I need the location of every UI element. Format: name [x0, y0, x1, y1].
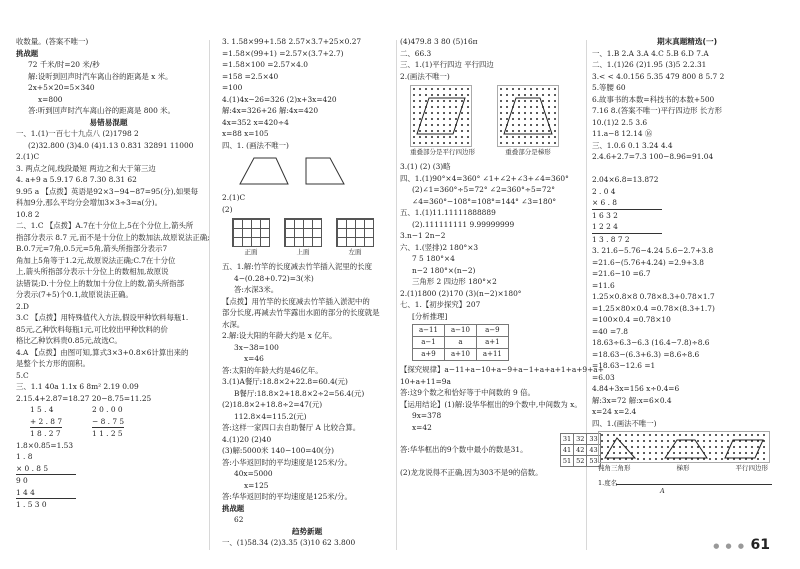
number-line-axis [616, 484, 772, 485]
text-line: 3.(1) (2) (3)略 [400, 162, 451, 172]
text-line: 2.(1)C [222, 193, 246, 202]
text-line: 上,箭头所指部分表示十分位上的数相加,故原说 [16, 267, 169, 277]
dot-grid-shapes [598, 431, 770, 463]
caption: 梯形 [676, 464, 690, 473]
text-line: 3.C 【点拨】用特殊值代入方法,假设甲种饮料每瓶1. [16, 313, 189, 323]
text-line: 9x=378 [412, 411, 442, 421]
text-line: =21.6−10 =6.7 [592, 269, 651, 279]
view-left [336, 218, 374, 257]
text-line: 2x+5×20=5×340 [28, 83, 95, 92]
text-line: 指部分表示 8.7 元,而不是十分位上的数加法,故原说法正确; [16, 232, 210, 242]
text-line: =1.58×(99+1) =2.57×(3.7+2.7) [222, 48, 344, 58]
calc-line: − 8 . 7 5 [92, 416, 124, 429]
text-line: (2).111111111 9.99999999 [412, 219, 515, 229]
text-line: 五、1.解:竹竿的长度减去竹竿插入泥里的长度 [222, 262, 372, 272]
text-line: (2)龙龙说得不正确,因为303不是9的倍数。 [400, 468, 543, 478]
text-line: 答:小华返回时的平均速度是125米/分。 [222, 457, 352, 467]
text-line: (4)479.8 3 80 (5)16π [400, 37, 478, 46]
table-cell: 31 [560, 434, 573, 445]
grid-box [232, 218, 270, 247]
text-line: 二、1.C 【点拨】A.7在十分位上,5在个分位上,箭头所 [16, 221, 194, 231]
text-line: 三角形 2 四边形 180°×2 [412, 277, 497, 287]
text-line: x=42 [412, 422, 432, 432]
calc-line: × 0 . 8 5 [16, 463, 76, 476]
section-heading: 挑战题 [16, 48, 39, 58]
text-line: 三、1.(1)平行四边 平行四边 [400, 60, 494, 69]
text-line: 1.8×0.85=1.53 [16, 440, 74, 450]
text-line: =100 [222, 83, 243, 92]
calc-line: 1 3 . 8 7 2 [592, 234, 630, 244]
text-line: =6.03 [592, 372, 615, 382]
calc-line: 2 . 0 4 [592, 186, 616, 196]
text-line: n−2 180°×(n−2) [412, 265, 476, 275]
column-2 [222, 36, 392, 549]
text-line: 72 千米/时=20 米/秒 [28, 60, 100, 69]
shape-captions [598, 463, 768, 473]
text-line: 7.16 8.(答案不唯一)平行四边形 长方形 [592, 106, 723, 116]
table-cell: 32 [574, 434, 587, 445]
text-line: 答:这样一家四口去自助餐厅 A 比较合算。 [222, 423, 361, 433]
text-line: 9.95 a 【点拨】英语是92×3−94−87=95(分),如果每 [16, 186, 199, 196]
table-row [413, 337, 509, 349]
text-line: 4.A 【点拨】由图可知,算式3×3+0.8×6计算出来的 [16, 347, 189, 357]
text-line: 3.< < 4.0.156 5.35 479 800 8 5.7 2 [592, 71, 725, 81]
text-line: 格比乙种饮料贵0.85元,故选C。 [16, 336, 122, 346]
dot-grid [497, 85, 559, 147]
calc-line: 1 6 3 2 [592, 210, 618, 220]
number-line-label: 1.度名 [598, 479, 618, 488]
text-line: 【运用结论】(1)解:设华华框出的9个数中,中间数为 x。 [400, 399, 582, 409]
vertical-calculations [30, 404, 201, 440]
text-line: 二、1.(1)26 (2)1.95 (3)5 2.2.31 [592, 60, 707, 70]
text-line: 四、1. (画法不唯一) [222, 140, 289, 150]
calc-line: 1 . 5 3 0 [16, 500, 47, 510]
text-line: 【点拨】用竹竿的长度减去竹竿插入淤泥中的 [222, 296, 370, 306]
table-cell: 42 [574, 445, 587, 456]
text-line: 科加9分,那么平均分会增加3×3÷3=a(分)。 [16, 198, 162, 208]
calc-line: 1 . 8 [16, 452, 33, 462]
text-line: x=46 [244, 354, 264, 364]
text-line: 3x−38=100 [234, 342, 279, 352]
column-1 [16, 36, 210, 511]
text-line: 40x=5000 [234, 469, 273, 479]
text-line: 分表示(7+5)个0.1,故原说法正确。 [16, 290, 133, 300]
text-line: 3. 两点之间,线段最短 两边之和大于第三边 [16, 163, 156, 173]
text-line: 五、1.(1)11.11111888889 [400, 208, 496, 218]
section-heading: 易错易混题 [89, 117, 128, 127]
text-line: (2) [222, 204, 233, 214]
column-4 [592, 36, 782, 495]
text-line: [分析推理] [412, 311, 448, 321]
dot-grid [410, 85, 472, 147]
trapezoid-shapes [232, 154, 352, 188]
text-line: 三、1.0.6 0.1 3.24 4.4 [592, 140, 673, 150]
text-line: 112.8×4=115.2(元) [234, 411, 307, 421]
drawn-shapes [599, 432, 769, 462]
text-line: 收数量。(答案不唯一) [16, 37, 89, 46]
text-line: 5.等腰 60 [592, 83, 626, 93]
text-line: 六、1.(竖排)2 180°×3 [400, 242, 479, 252]
text-line [592, 163, 782, 175]
text-line: 4. a+9 a 5.9.17 6.8 7.30 8.31 62 [16, 175, 137, 185]
calc-line: 1 4 4 [16, 487, 76, 500]
caption: 正面 [244, 248, 258, 256]
text-line: (2)32.800 (3)4.0 (4)1.13 0.831 32891 11000 [28, 140, 194, 150]
text-line: 7 5 180°×4 [412, 254, 455, 264]
text-line [400, 433, 598, 467]
table-cell: 43 [587, 445, 600, 456]
table-cell: a−10 [444, 325, 476, 337]
text-line: 答:太阳的年龄大约是46亿年。 [222, 365, 323, 375]
text-line: 85元,乙种饮料每瓶1元,可比较出甲种饮料的价 [16, 324, 168, 334]
text-line: =1.25×80×0.4 =0.78×(8.3+1.7) [592, 303, 715, 313]
text-line: 5.C [16, 370, 29, 380]
column-divider [209, 40, 210, 550]
section-heading: 趋势新题 [291, 526, 323, 536]
calc-line: + 2 . 8 7 [30, 416, 62, 429]
text-line: (2)18.8×2+18.8÷2=47(元) [222, 400, 323, 410]
calc-line: 1 1 . 2 5 [92, 429, 123, 439]
grid-box [284, 218, 322, 247]
text-line: x=24 x=2.4 [592, 407, 637, 417]
overlap-shape [498, 86, 558, 146]
text-line: 【探究规律】a−11+a−10+a−9+a−1+a+a+1+a+9+a+ [400, 365, 604, 375]
text-line: =11.6 [592, 280, 615, 290]
text-line: 10.(1)2 2.5 3.6 [592, 117, 648, 127]
text-line: 解:3x=72 解:x=6×0.4 [592, 395, 672, 405]
table-cell: 51 [560, 456, 573, 467]
column-divider [396, 40, 397, 550]
text-line: 3.(1)A餐厅:18.8×2+22.8=60.4(元) [222, 377, 348, 387]
text-line: 解:4x=326+26 解:4x=420 [222, 106, 319, 115]
calc-line: 1 5 . 4 [30, 405, 54, 415]
text-line: 二、66.3 [400, 48, 432, 58]
section-heading: 挑战题 [222, 503, 245, 513]
text-line: x=800 [38, 94, 63, 104]
calc-line: 9 0 [16, 476, 28, 486]
caption: 左面 [348, 248, 362, 256]
text-line: =1.58×100 =2.57×4.0 [222, 60, 308, 69]
text-line: 2.04×6.8=13.872 [592, 175, 659, 185]
text-line: 七、1.【初步探究】207 [400, 300, 481, 310]
text-line: 四、1.(画法不唯一) [592, 418, 657, 428]
text-line: 4x=352 x=420÷4 [222, 117, 289, 127]
text-line: =100×0.4 =0.78×10 [592, 315, 671, 325]
text-line: 2.(1)C [16, 152, 40, 162]
text-line: 3. 21.6−5.76−4.24 5.6−2.7+3.8 [592, 246, 714, 256]
text-line: 2.15.4+2.87=18.27 20−8.75=11.25 [16, 393, 152, 403]
table-row [413, 325, 509, 337]
text-line: x=125 [244, 480, 269, 490]
overlap-shape [411, 86, 471, 146]
text-line: 答:这9个数之和恰好等于中间数的 9 倍。 [400, 388, 535, 398]
text-line: 4−(0.28+0.72)=3(米) [234, 273, 314, 283]
table-cell: a−11 [413, 325, 445, 337]
text-line: 10.8 2 [16, 209, 40, 219]
table-row [413, 349, 509, 361]
text-line: 2.D [16, 301, 29, 311]
trapezoid-figure [232, 154, 392, 188]
caption: 重叠部分是梯形 [505, 148, 551, 156]
table-cell: a [444, 337, 476, 349]
dot-grid-figures [410, 85, 580, 157]
view-top [284, 218, 322, 257]
table-cell: a+9 [413, 349, 445, 361]
text-line: ∠4=360°−108°=108°=144° ∠3=180° [412, 196, 557, 206]
caption: 上面 [296, 248, 310, 256]
text-line: (2)∠1=360°÷5=72° ∠2=360°÷5=72° [412, 185, 555, 195]
point-label: A [660, 487, 665, 496]
vertical-subtraction [92, 404, 124, 440]
text-line: 62 [234, 515, 244, 525]
text-line: 3.n−1 2n−2 [400, 231, 446, 241]
text-line: =18.63−12.6 =1 [592, 361, 656, 371]
text-line: 2.(画法不唯一) [400, 71, 450, 81]
column-divider [586, 40, 587, 550]
answer-text: 答:华华框出的9个数中最小的数是31。 [400, 445, 528, 455]
text-line: 水深。 [222, 319, 245, 329]
table-cell: a−9 [476, 325, 508, 337]
calc-line: 2 0 . 0 0 [92, 405, 123, 415]
text-line: =21.6−(5.76+4.24) =2.9+3.8 [592, 257, 704, 267]
table-cell: 53 [587, 456, 600, 467]
view-front [232, 218, 270, 257]
grid-box [336, 218, 374, 247]
text-line: =40 =7.8 [592, 326, 628, 336]
text-line: 4.84+3x=156 x÷0.4=6 [592, 384, 680, 394]
text-line: B.0.7元=7角,0.5元=5角,箭头所指部分表示7 [16, 244, 168, 254]
calc-line: × 6 . 8 [592, 197, 662, 210]
text-line: 答:华华返回时的平均速度是125米/分。 [222, 492, 352, 502]
text-line: 法错误;D.十分位上的数加十分位上的数,箭头所指部 [16, 278, 185, 288]
page-dots: ● ● ● [713, 542, 746, 551]
text-line: 2.解:设大阳的年龄大约是 x 亿年。 [222, 331, 337, 341]
table-cell: 41 [560, 445, 573, 456]
text-line: 3. 1.58×99+1.58 2.57×3.7+25×0.27 [222, 37, 362, 46]
text-line: 角加上5角等于1.2元,故原说法正确;C.7在十分位 [16, 255, 176, 265]
page-number: 61 [750, 537, 770, 554]
text-line: 四、1.(1)90°×4=360° ∠1+∠2+∠3+∠4=360° [400, 173, 569, 183]
table-cell: 33 [587, 434, 600, 445]
caption: 钝角三角形 [598, 464, 631, 473]
text-line: 答:水深3米。 [234, 285, 279, 295]
calc-line: 1 2 2 4 [592, 221, 662, 234]
table-cell: 52 [574, 456, 587, 467]
text-line: 2.(1)1800 (2)170 (3)(n−2)×180° [400, 288, 522, 298]
table-cell: a−1 [413, 337, 445, 349]
text-line: 2.4.6+2.7=7.3 100−8.96=91.04 [592, 152, 714, 162]
text-line: 一、(1)58.34 (2)3.35 (3)10 62 3.800 [222, 538, 356, 548]
text-line: 三、1.1 40a 1.1x 6 8m² 2.19 0.09 [16, 382, 139, 392]
text-line: 11.a−8 12.14 ⑯ [592, 129, 653, 139]
text-line: (3)解:5000米 140−100=40(分) [222, 446, 335, 456]
dot-grid-trapezoid [497, 85, 559, 157]
text-line: 一、1.(1)一百七十九点八 (2)1798 2 [16, 129, 139, 139]
table-cell: a+11 [476, 349, 508, 361]
vertical-addition [30, 404, 62, 440]
number-box-table [412, 324, 509, 361]
text-line: 18.63÷6.3−6.3 (16.4−7.8)÷8.6 [592, 338, 710, 348]
text-line: 1.25×0.8×8 0.78×8.3+0.78×1.7 [592, 292, 715, 302]
text-line: 6.故事书的本数=科技书的本数+500 [592, 94, 715, 104]
text-line: 4.(1)20 (2)40 [222, 434, 272, 444]
calc-line: 1 8 . 2 7 [30, 429, 61, 439]
caption: 重叠部分是平行四边形 [410, 148, 475, 156]
caption: 平行四边形 [735, 464, 768, 473]
text-line: x=88 x=105 [222, 129, 269, 138]
table-cell: a+10 [444, 349, 476, 361]
three-views-figure [232, 218, 392, 257]
table-cell: a+1 [476, 337, 508, 349]
text-line: 4.(1)4x−26=326 (2)x+3x=420 [222, 94, 337, 104]
text-line: 部分长度,再减去竹竿露出水面的部分的长度就是 [222, 308, 380, 318]
dot-grid-parallelogram [410, 85, 475, 157]
text-line: =158 =2.5×40 [222, 71, 279, 81]
text-line: 一、1.B 2.A 3.A 4.C 5.B 6.D 7.A [592, 48, 709, 58]
text-line: 解:设听到回声时汽车离山谷的距离是 x 米。 [28, 71, 173, 81]
section-heading: 期末真题精选(一) [656, 37, 718, 46]
text-line: B餐厅:18.8×2+18.8×2÷2=56.4(元) [234, 388, 365, 398]
text-line: 答:听到回声时汽车离山谷的距离是 800 米。 [28, 106, 175, 115]
text-line: 10+a+11=9a [400, 376, 451, 386]
text-line: 是整个长方形的面积。 [16, 359, 90, 369]
text-line: =18.63−(6.3+6.3) =8.6÷8.6 [592, 349, 700, 359]
number-line [598, 475, 782, 495]
